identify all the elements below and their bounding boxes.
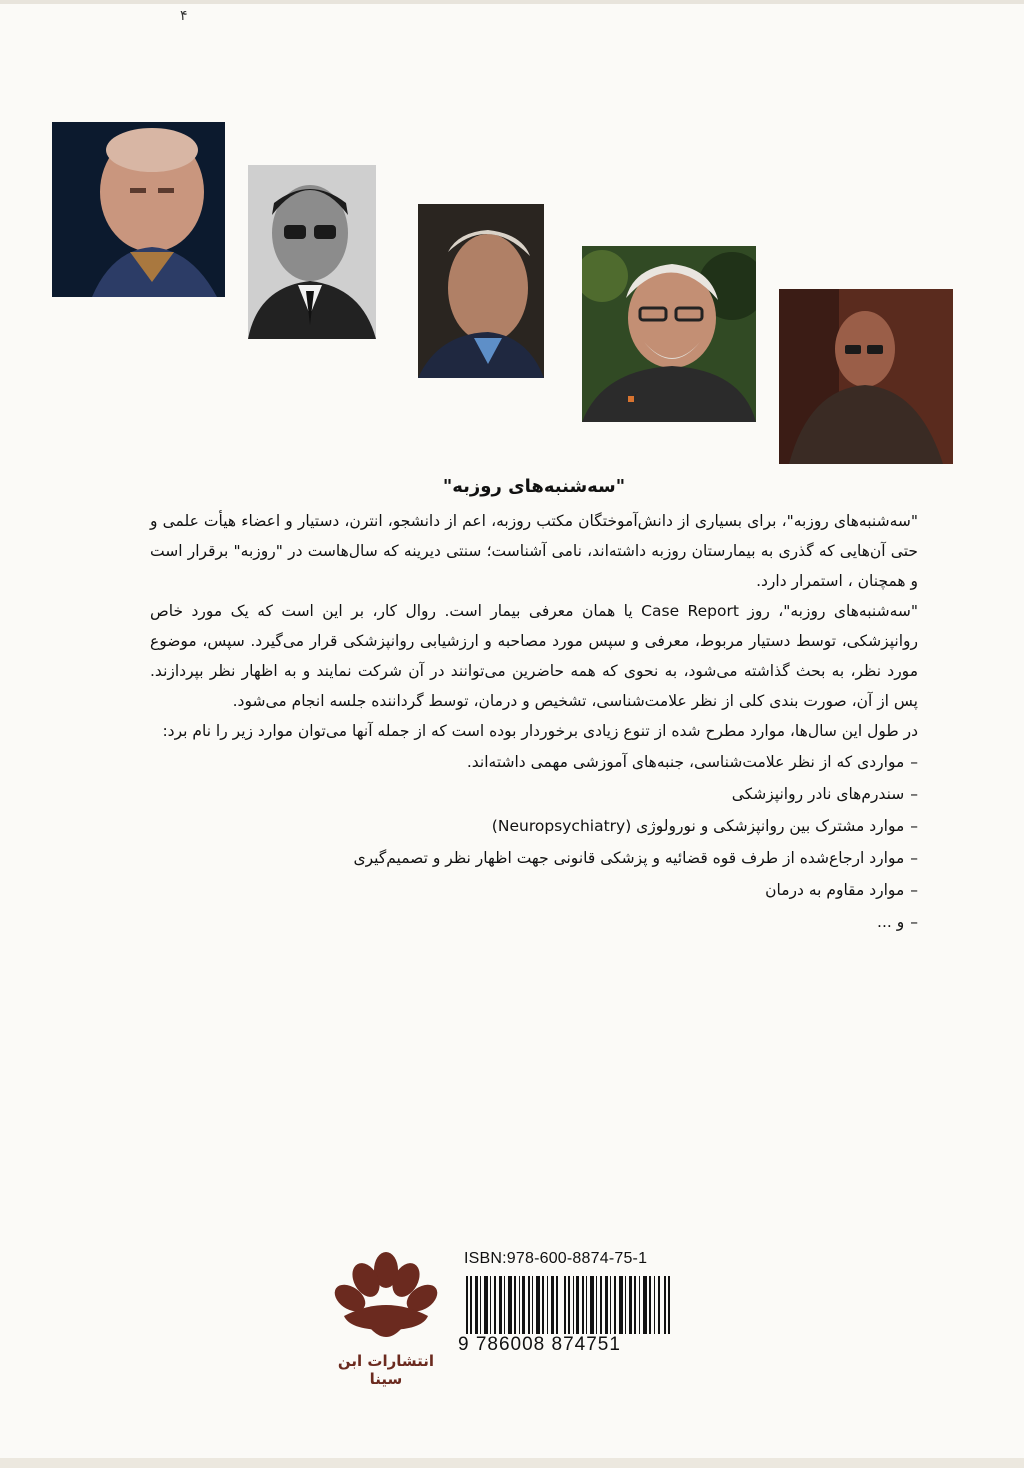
portrait-photo-3 (418, 204, 544, 378)
publisher-name: انتشارات ابن سینا (337, 1352, 435, 1388)
publisher-emblem-icon (330, 1250, 442, 1354)
list-item: –و ... (877, 913, 918, 931)
paragraph-2: "سه‌شنبه‌های روزبه"، روز Case Report یا همان معرفی بیمار است. روال کار، بر این است که یک مورد خاص روانپزشکی، توسط دستیار مربوط، معرفی و سپس مورد مصاحبه و ارزشیابی روانپزشکی قرار می‌گیرد. سپس، موضوع مورد نظر، به بحث گذاشته می‌شود، به نحوی که همه حاضرین می‌توانند در آن شرکت نمایند و به اظهار نظر بپردازند. پس از آن، صورت بندی کلی از نظر علامت‌شناسی، تشخیص و درمان، توسط گرداننده جلسه انجام می‌شود. (150, 602, 918, 710)
case-types-list (150, 750, 918, 934)
list-item: –سندرم‌های نادر روانپزشکی (731, 785, 918, 803)
paragraph-3: در طول این سال‌ها، موارد مطرح شده از تنوع زیادی برخوردار بوده است که از جمله آنها می‌توان موارد زیر را نام برد: (162, 722, 918, 740)
list-item: –موارد مقاوم به درمان (765, 881, 918, 899)
page-edge (0, 1458, 1024, 1468)
isbn-barcode-block (456, 1250, 672, 1360)
publisher-logo (330, 1250, 442, 1388)
book-title: "سه‌شنبه‌های روزبه" (442, 476, 626, 497)
portrait-photo-4 (582, 246, 756, 422)
back-cover-text (150, 472, 918, 942)
portrait-photo-1 (52, 122, 225, 297)
isbn-label: ISBN:978-600-8874-75-1 (464, 1250, 648, 1267)
portrait-photo-2 (248, 165, 376, 339)
list-item: –موارد مشترک بین روانپزشکی و نورولوژی (Neuropsychiatry) (491, 817, 918, 835)
page-edge (0, 0, 1024, 4)
paragraph-1: "سه‌شنبه‌های روزبه"، برای بسیاری از دانش‌آموختگان مکتب روزبه، اعم از دانشجو، انترن، دستیار و اعضاء هیأت علمی و حتی آن‌هایی که گذری به بیمارستان روزبه داشته‌اند، نامی آشناست؛ سنتی دیرینه که سال‌هاست در "روزبه" برقرار است و همچنان ، استمرار دارد. (150, 512, 918, 590)
isbn-digits: 9 786008 874751 (456, 1334, 674, 1356)
portrait-photo-5 (779, 289, 953, 464)
list-item: –مواردی که از نظر علامت‌شناسی، جنبه‌های آموزشی مهمی داشته‌اند. (466, 753, 918, 771)
list-item: –موارد ارجاع‌شده از طرف قوه قضائیه و پزشکی قانونی جهت اظهار نظر و تصمیم‌گیری (353, 849, 918, 867)
corner-mark: ۴ (180, 8, 188, 24)
